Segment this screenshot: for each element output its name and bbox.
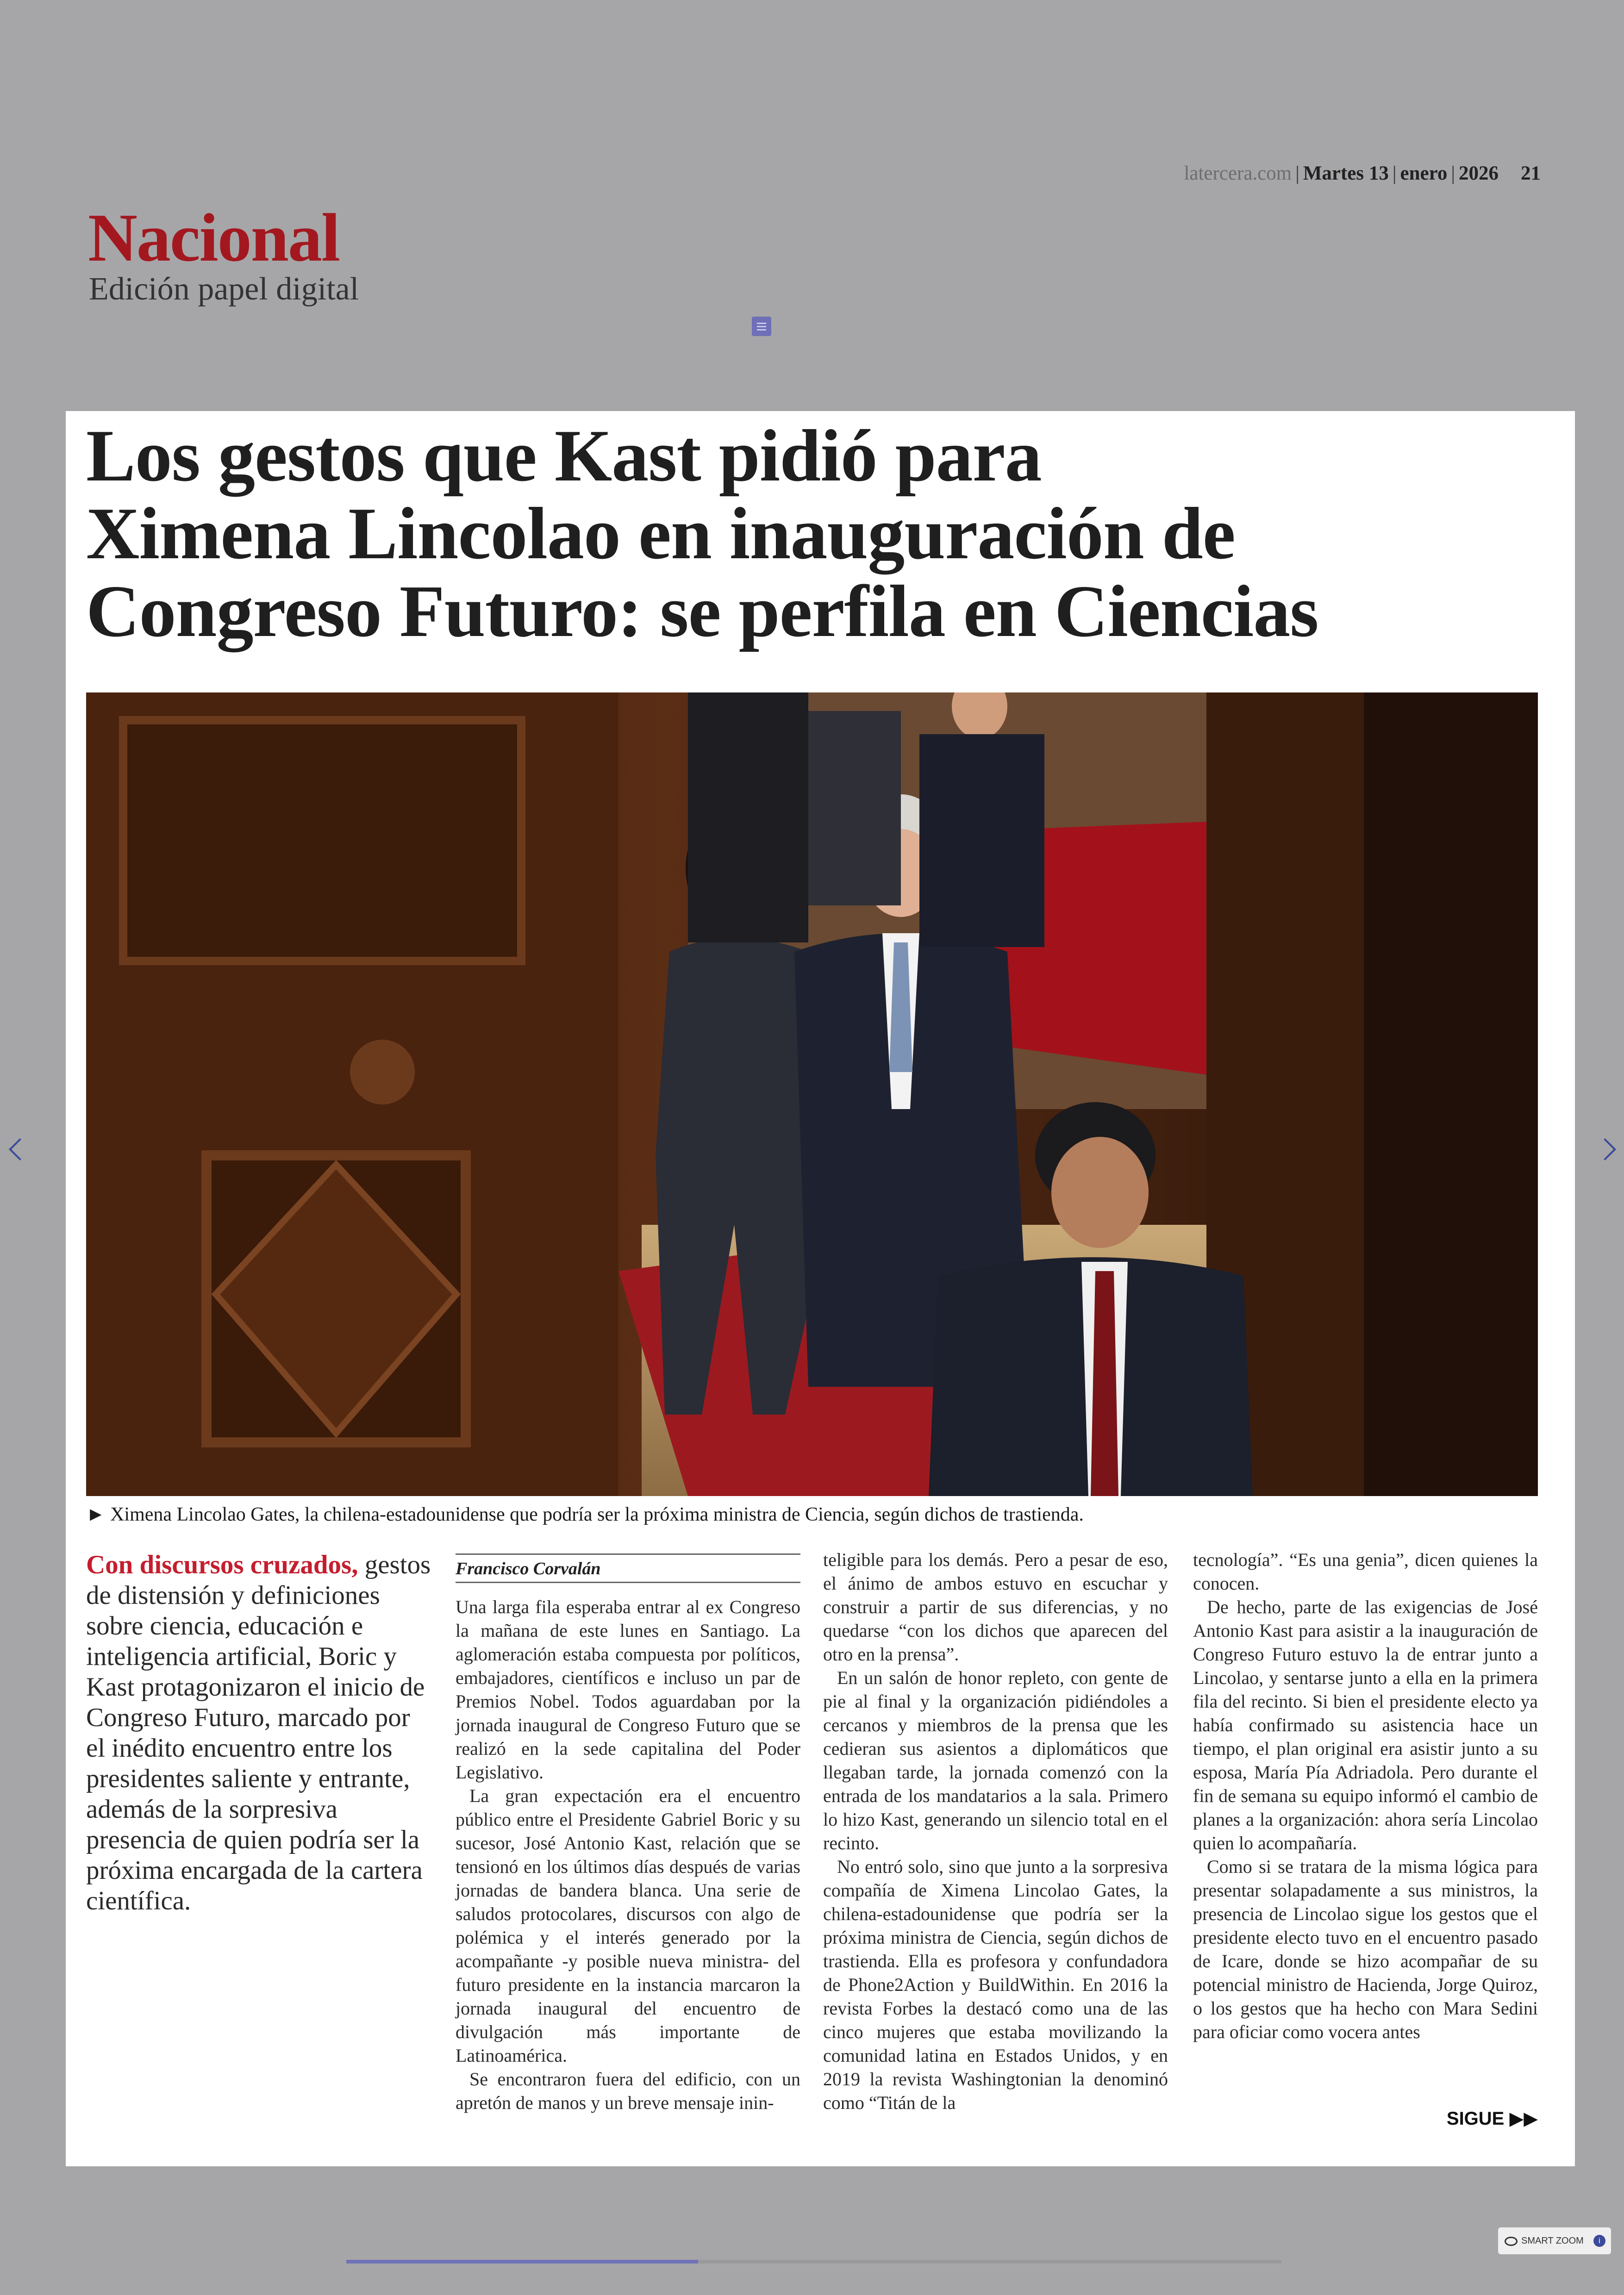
headline-line: Los gestos que Kast pidió para <box>86 414 1042 497</box>
body-paragraph: Como si se tratara de la misma lógica para presentar solapadamente a sus ministros, la presencia de Lincolao sigue los gestos que el presidente electo tuvo en el encuentro pasado de Icare, donde se hizo acompañar de su potencial ministro de Hacienda, Jorge Quiroz, o los gestos que ha hecho con Mara Sedini para oficiar como vocera antes <box>1193 1856 1538 2042</box>
section-title: Nacional <box>88 200 340 276</box>
folio-weekday: Martes 13 <box>1303 162 1389 184</box>
article-photo <box>86 692 1538 1496</box>
continue-label: SIGUE ▶▶ <box>1446 2108 1538 2129</box>
body-paragraph: De hecho, parte de las exigencias de José Antonio Kast para asistir a la inauguración de Congreso Futuro estuvo la de entrar junto a Lincolao, y sentarse junto a ella en la primera fila del recinto. Si bien el presidente electo ya había confirmado su asistencia hace un tiempo, el plan original era asistir junto a su esposa, María Pía Adriadola. Pero durante el fin de semana su equipo informó el cambio de planes a la organización: ahora sería Lincolao quien lo acompañaría. <box>1193 1597 1538 1853</box>
lead-text: gestos de distensión y definiciones sobre ciencia, educación e inteligencia artificial, Boric y Kast protagonizaron el inicio de Congreso Futuro, marcado por el inédito encuentro entre los presidentes saliente y entrante, además de la sorpresiva presencia de quien podría ser la próxima encargada de la cartera científica. <box>86 1550 431 1915</box>
page-thumbnail-icon[interactable] <box>752 317 771 336</box>
chevron-left-icon[interactable] <box>9 1138 31 1160</box>
body-paragraph: En un salón de honor repleto, con gente de pie al final y la organización pidiéndoles a cercanos y miembros de la prensa que les cedieran sus asientos a diplomáticos que llegaban tarde, la jornada comenzó con la entrada de los mandatarios a la sala. Primero lo hizo Kast, generando un silencio total en el recinto. <box>823 1667 1168 1853</box>
eye-icon <box>1505 2237 1518 2246</box>
lead-kicker: Con discursos cruzados, <box>86 1550 358 1579</box>
chevron-right-icon[interactable] <box>1594 1138 1616 1160</box>
section-subtitle: Edición papel digital <box>89 271 359 307</box>
body-paragraph: tecnología”. “Es una genia”, dicen quienes la conocen. <box>1193 1549 1538 1594</box>
site-name: latercera.com <box>1184 162 1292 184</box>
body-column-1 <box>456 1595 800 2114</box>
body-paragraph: Una larga fila esperaba entrar al ex Congreso la mañana de este lunes en Santiago. La aglomeración estaba compuesta por políticos, embajadores, científicos e incluso un par de Premios Nobel. Todos aguardaban por la jornada inaugural de Congreso Futuro que se realizó en la sede capitalina del Poder Legislativo. <box>456 1597 800 1783</box>
folio: latercera.com | Martes 13 | enero | 2026 21 <box>1184 162 1541 184</box>
body-paragraph: No entró solo, sino que junto a la sorpresiva compañía de Ximena Lincolao Gates, la chilena-estadounidense que podría ser la próxima ministra de Ciencia, según dichos de trastienda. Ella es profesora y confundadora de Phone2Action y BuildWithin. En 2016 la revista Forbes la destacó como una de las cinco mujeres que estaba movilizando la comunidad latina en Estados Unidos, y en 2019 la revista Washingtonian la denominó como “Titán de la <box>823 1856 1168 2113</box>
page-number: 21 <box>1521 162 1541 184</box>
headline <box>86 414 1568 652</box>
smart-zoom-button[interactable] <box>1498 2227 1611 2254</box>
byline: Francisco Corvalán <box>456 1553 800 1583</box>
folio-month: enero <box>1400 162 1448 184</box>
body-paragraph: teligible para los demás. Pero a pesar de eso, el ánimo de ambos estuvo en escuchar y construir a partir de sus diferencias, y no quedarse “con los dichos que aparecen del otro en la prensa”. <box>823 1549 1168 1665</box>
lead-paragraph <box>86 1550 431 1916</box>
page-progress-fill <box>346 2260 698 2264</box>
photo-caption: ► Ximena Lincolao Gates, la chilena-estadounidense que podría ser la próxima ministra de Ciencia, según dichos de trastienda. <box>86 1504 1084 1525</box>
folio-year: 2026 <box>1459 162 1499 184</box>
body-column-2 <box>823 1548 1168 2114</box>
body-paragraph: La gran expectación era el encuentro público entre el Presidente Gabriel Boric y su sucesor, José Antonio Kast, relación que se tensionó en los últimos días después de varias jornadas de bandera blanca. Una serie de saludos protocolares, discursos con algo de polémica y el interés generado por la acompañante -y posible nueva ministra- del futuro presidente en la instancia marcaron la jornada inaugural del encuentro de divulgación más importante de Latinoamérica. <box>456 1785 800 2066</box>
info-icon: i <box>1593 2235 1605 2247</box>
smart-zoom-label: SMART ZOOM <box>1521 2236 1584 2246</box>
body-paragraph: Se encontraron fuera del edificio, con un apretón de manos y un breve mensaje inin- <box>456 2069 800 2113</box>
headline-line: Congreso Futuro: se perfila en Ciencias <box>86 570 1318 652</box>
headline-line: Ximena Lincolao en inauguración de <box>86 492 1235 574</box>
body-column-3 <box>1193 1548 1538 2044</box>
